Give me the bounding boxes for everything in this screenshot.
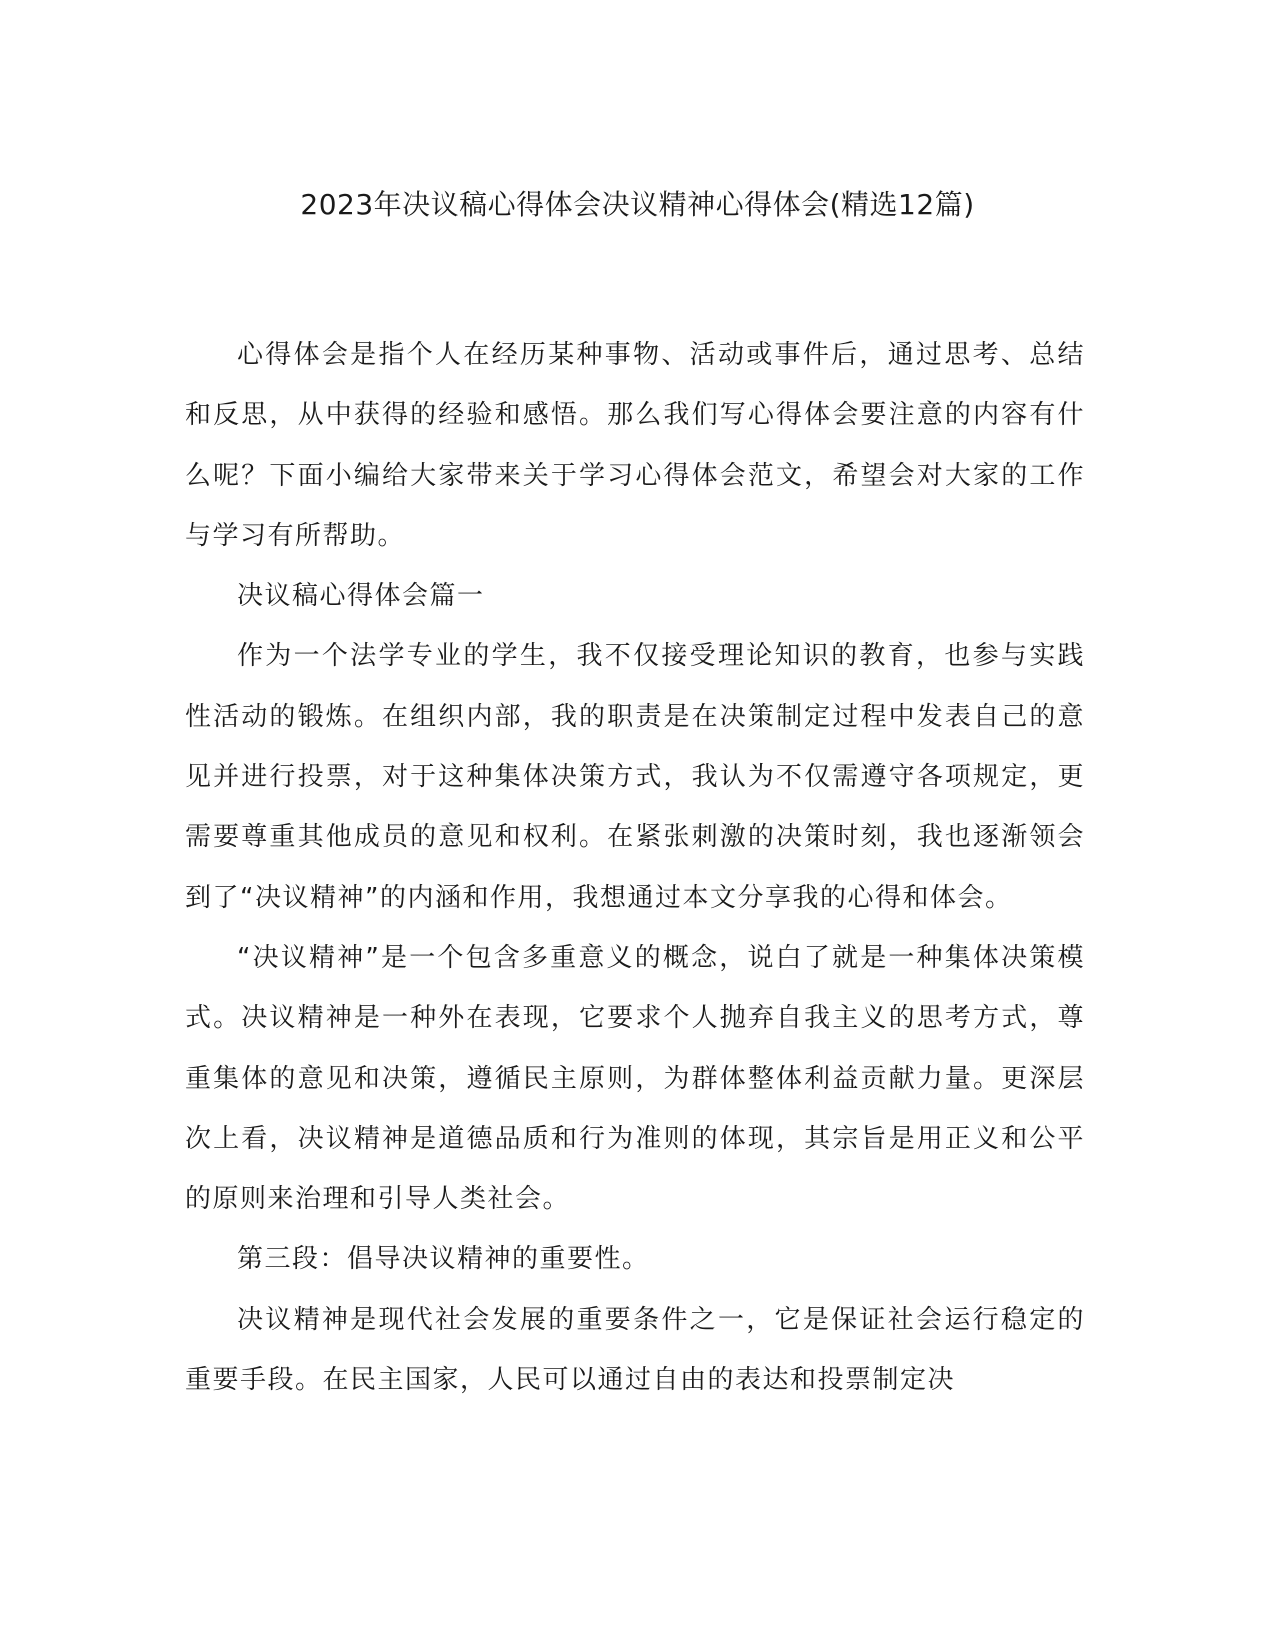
intro-paragraph: 心得体会是指个人在经历某种事物、活动或事件后，通过思考、总结和反思，从中获得的经验和感悟。那么我们写心得体会要注意的内容有什么呢？下面小编给大家带来关于学习心得体会范文，希望会对大家的工作与学习有所帮助。 [185,340,1085,551]
document-body [185,325,1085,1410]
document-title: 2023年决议稿心得体会决议精神心得体会(精选12篇) [300,188,975,221]
body-paragraph: 决议精神是现代社会发展的重要条件之一，它是保证社会运行稳定的重要手段。在民主国家，人民可以通过自由的表达和投票制定决 [185,1304,1085,1396]
body-paragraph: 作为一个法学专业的学生，我不仅接受理论知识的教育，也参与实践性活动的锻炼。在组织内部，我的职责是在决策制定过程中发表自己的意见并进行投票，对于这种集体决策方式，我认为不仅需遵守各项规定，更需要尊重其他成员的意见和权利。在紧张刺激的决策时刻，我也逐渐领会到了“决议精神”的内涵和作用，我想通过本文分享我的心得和体会。 [185,641,1085,913]
body-paragraph: “决议精神”是一个包含多重意义的概念，说白了就是一种集体决策模式。决议精神是一种外在表现，它要求个人抛弃自我主义的思考方式，尊重集体的意见和决策，遵循民主原则，为群体整体利益贡献力量。更深层次上看，决议精神是道德品质和行为准则的体现，其宗旨是用正义和公平的原则来治理和引导人类社会。 [185,942,1085,1215]
section-heading: 决议稿心得体会篇一 [237,581,485,612]
section-heading: 第三段：倡导决议精神的重要性。 [237,1244,650,1275]
